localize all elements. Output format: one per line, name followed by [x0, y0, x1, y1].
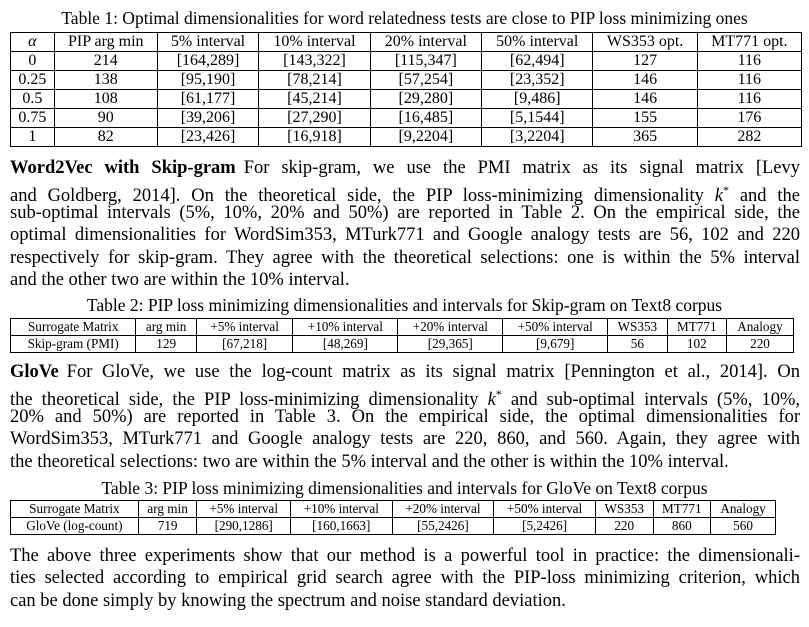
table-cell: 220 [727, 336, 794, 353]
table-cell: [48,269] [293, 336, 398, 353]
table3-header-10pct: +10% interval [290, 501, 392, 518]
table-row [11, 71, 802, 90]
table2-header-analogy: Analogy [727, 319, 794, 336]
table3-header-argmin: arg min [138, 501, 197, 518]
table-cell: 0.5 [11, 90, 55, 109]
table1-header-20pct: 20% interval [370, 33, 481, 52]
paragraph-line: the theoretical selections: two are within the 5% interval and the other is within the 10% interval. [10, 451, 729, 472]
table1-header-pip-argmin: PIP arg min [54, 33, 157, 52]
table-cell: [5,1544] [482, 109, 593, 128]
table2-header-surrogate: Surrogate Matrix [11, 319, 136, 336]
paragraph-line: and Goldberg, 2014]. On the theoretical side, the PIP loss-minimizing dimensionality k* and the [10, 183, 800, 207]
table3-header-mt771: MT771 [653, 501, 711, 518]
table3-caption: Table 3: PIP loss minimizing dimensionalities and intervals for GloVe on Text8 corpus [101, 478, 708, 498]
table1-caption: Table 1: Optimal dimensionalities for word relatedness tests are close to PIP loss minimizing ones [61, 8, 748, 28]
table-row [11, 109, 802, 128]
table-cell: [3,2204] [482, 128, 593, 147]
table-cell: [29,365] [398, 336, 503, 353]
table-cell: [290,1286] [197, 518, 291, 535]
table-cell: [62,494] [482, 52, 593, 71]
table3-header-20pct: +20% interval [392, 501, 494, 518]
table-cell: [29,280] [370, 90, 481, 109]
table3-header-row [11, 501, 776, 518]
table-cell: 719 [138, 518, 197, 535]
table-row [11, 518, 776, 535]
table-cell: 56 [608, 336, 667, 353]
table-cell: 129 [136, 336, 197, 353]
skipgram-paragraph [10, 157, 800, 291]
table-cell: 146 [593, 90, 697, 109]
table-cell: [143,322] [259, 52, 370, 71]
table-cell: 108 [54, 90, 157, 109]
table-cell: 0.25 [11, 71, 55, 90]
table2-header-argmin: arg min [136, 319, 197, 336]
table-cell: [67,218] [196, 336, 293, 353]
paragraph-line: ties selected according to empirical grid search agree with the PIP-loss minimizing criterion, which [10, 568, 800, 589]
glove-heading: GloVe [10, 362, 59, 382]
table2-header-20pct: +20% interval [398, 319, 503, 336]
table-cell: [61,177] [157, 90, 258, 109]
table3-header-ws353: WS353 [595, 501, 653, 518]
table-cell: 102 [667, 336, 726, 353]
table-cell: 116 [697, 52, 801, 71]
table1-header-5pct: 5% interval [157, 33, 258, 52]
table-cell: 116 [697, 90, 801, 109]
table-cell: [9,2204] [370, 128, 481, 147]
table-cell: Skip-gram (PMI) [11, 336, 136, 353]
table2-caption: Table 2: PIP loss minimizing dimensionalities and intervals for Skip-gram on Text8 corpus [86, 295, 723, 315]
table2-header-5pct: +5% interval [196, 319, 293, 336]
table-cell: [115,347] [370, 52, 481, 71]
table1-header-alpha: α [11, 33, 55, 52]
table-cell: [57,254] [370, 71, 481, 90]
table-cell: 0 [11, 52, 55, 71]
table-cell: 90 [54, 109, 157, 128]
table1-header-50pct: 50% interval [482, 33, 593, 52]
paragraph-line: The above three experiments show that our method is a powerful tool in practice: the dimensionali- [10, 546, 800, 566]
table-cell: [9,679] [503, 336, 608, 353]
paragraph-text: For GloVe, we use the log-count matrix as its signal matrix [Pennington et al., 2014]. On [66, 362, 800, 382]
paragraph-line: 20% and 50%) are reported in Table 3. On the empirical side, the optimal dimensionalities for [10, 406, 800, 427]
table-cell: 176 [697, 109, 801, 128]
table1-header-row [11, 33, 802, 52]
conclusion-paragraph [10, 545, 800, 612]
paragraph-line: respectively for skip-gram. They agree with the theoretical selections: one is within the 5% interval [10, 247, 800, 268]
paragraph-line: can be done simply by knowing the spectrum and noise standard deviation. [10, 590, 566, 611]
table-cell: [55,2426] [392, 518, 494, 535]
paragraph-line: optimal dimensionalities for WordSim353, MTurk771 and Google analogy tests are 56, 102 and 220 [10, 225, 800, 246]
table-cell: [27,290] [259, 109, 370, 128]
table-cell: 214 [54, 52, 157, 71]
table-cell: 365 [593, 128, 697, 147]
table-cell: 0.75 [11, 109, 55, 128]
table-cell: 560 [711, 518, 776, 535]
table-cell: [78,214] [259, 71, 370, 90]
table-cell: 82 [54, 128, 157, 147]
glove-paragraph [10, 361, 800, 473]
table3-header-surrogate: Surrogate Matrix [11, 501, 139, 518]
table-cell: GloVe (log-count) [11, 518, 139, 535]
table-cell: [9,486] [482, 90, 593, 109]
table-row [11, 90, 802, 109]
table-cell: [23,352] [482, 71, 593, 90]
table-cell: 116 [697, 71, 801, 90]
paragraph-line: the theoretical side, the PIP loss-minimizing dimensionality k* and sub-optimal intervals (5%, 10%, [10, 387, 800, 411]
table-cell: [95,190] [157, 71, 258, 90]
table-cell: [39,206] [157, 109, 258, 128]
table-cell: 155 [593, 109, 697, 128]
table-row [11, 52, 802, 71]
table3-header-analogy: Analogy [711, 501, 776, 518]
table1-header-10pct: 10% interval [259, 33, 370, 52]
paragraph-line: WordSim353, MTurk771 and Google analogy tests are 220, 860, and 560. Again, they agree with [10, 429, 800, 450]
table-cell: 146 [593, 71, 697, 90]
skipgram-heading: Word2Vec with Skip-gram [10, 158, 236, 178]
table1-header-mt771: MT771 opt. [697, 33, 801, 52]
table-cell: 138 [54, 71, 157, 90]
table-cell: [16,485] [370, 109, 481, 128]
paragraph-text: For skip-gram, we use the PMI matrix as its signal matrix [Levy [243, 158, 800, 178]
table-row [11, 128, 802, 147]
table2-header-row [11, 319, 794, 336]
table3 [10, 500, 776, 535]
table-cell: 1 [11, 128, 55, 147]
table-cell: 127 [593, 52, 697, 71]
table-cell: [5,2426] [494, 518, 596, 535]
table2 [10, 318, 794, 353]
paragraph-line [10, 361, 800, 383]
table-cell: [160,1663] [290, 518, 392, 535]
table2-header-mt771: MT771 [667, 319, 726, 336]
table-cell: 282 [697, 128, 801, 147]
table1 [10, 32, 802, 147]
table1-header-ws353: WS353 opt. [593, 33, 697, 52]
table-cell: [16,918] [259, 128, 370, 147]
table-cell: 220 [595, 518, 653, 535]
table-cell: [23,426] [157, 128, 258, 147]
table-row [11, 336, 794, 353]
paragraph-line: sub-optimal intervals (5%, 10%, 20% and 50%) are reported in Table 2. On the empirical side, the [10, 202, 800, 223]
table2-header-50pct: +50% interval [503, 319, 608, 336]
table2-header-10pct: +10% interval [293, 319, 398, 336]
table2-header-ws353: WS353 [608, 319, 667, 336]
paragraph-line [10, 157, 800, 179]
table-cell: 860 [653, 518, 711, 535]
table3-header-5pct: +5% interval [197, 501, 291, 518]
table-cell: [164,289] [157, 52, 258, 71]
table-cell: [45,214] [259, 90, 370, 109]
table3-header-50pct: +50% interval [494, 501, 596, 518]
paragraph-line: and the other two are within the 10% interval. [10, 269, 350, 290]
